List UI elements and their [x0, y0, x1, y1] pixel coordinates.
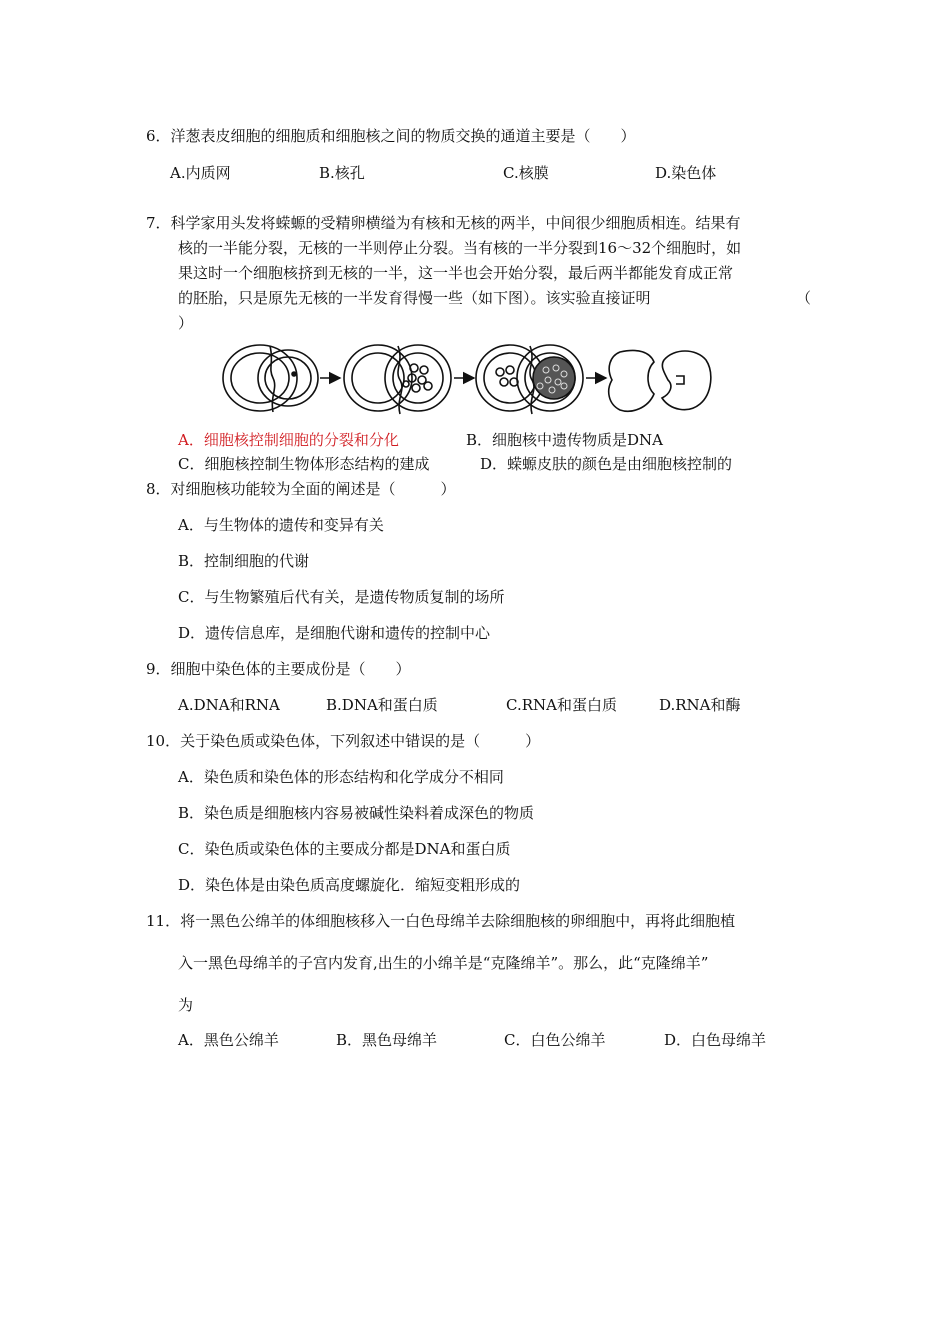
question-7-paren-close: ）: [178, 314, 194, 332]
question-9-option-b: B.DNA和蛋白质: [326, 696, 438, 714]
question-7-option-c: C．细胞核控制生物体形态结构的建成: [178, 455, 430, 473]
question-9-option-a: A.DNA和RNA: [178, 696, 280, 714]
question-7-option-d: D．蝾螈皮肤的颜色是由细胞核控制的: [480, 455, 733, 473]
question-11-option-b: B．黑色母绵羊: [336, 1031, 438, 1049]
question-10-stem: 10．关于染色质或染色体，下列叙述中错误的是（ ）: [146, 732, 541, 750]
question-7-option-a: A．细胞核控制细胞的分裂和分化: [178, 431, 399, 449]
embryo-division-figure: [218, 340, 714, 422]
question-6-option-c: C.核膜: [503, 164, 549, 182]
question-7-option-b: B．细胞核中遗传物质是DNA: [466, 431, 664, 449]
question-10-option-b: B．染色质是细胞核内容易被碱性染料着成深色的物质: [178, 804, 535, 822]
question-8-option-b: B．控制细胞的代谢: [178, 552, 310, 570]
question-9-option-c: C.RNA和蛋白质: [506, 696, 617, 714]
question-8-option-d: D．遗传信息库，是细胞代谢和遗传的控制中心: [178, 624, 491, 642]
question-11-line-3: 为: [178, 996, 194, 1014]
question-8-stem: 8．对细胞核功能较为全面的阐述是（ ）: [146, 480, 456, 498]
question-7-line-2: 核的一半能分裂，无核的一半则停止分裂。当有核的一半分裂到16～32个细胞时，如: [178, 239, 742, 257]
question-11-option-d: D．白色母绵羊: [664, 1031, 767, 1049]
question-6-option-a: A.内质网: [170, 164, 231, 182]
question-7-line-4: 的胚胎，只是原先无核的一半发育得慢一些（如下图）。该实验直接证明: [178, 289, 651, 307]
question-7-line-3: 果这时一个细胞核挤到无核的一半，这一半也会开始分裂，最后两半都能发育成正常: [178, 264, 734, 282]
question-7-paren-open: （: [796, 289, 812, 307]
question-11-option-c: C．白色公绵羊: [504, 1031, 606, 1049]
question-7-line-1: 7．科学家用头发将蝾螈的受精卵横缢为有核和无核的两半，中间很少细胞质相连。结果有: [146, 214, 741, 232]
question-10-option-c: C．染色质或染色体的主要成分都是DNA和蛋白质: [178, 840, 511, 858]
question-11-line-1: 11．将一黑色公绵羊的体细胞核移入一白色母绵羊去除细胞核的卵细胞中，再将此细胞植: [146, 912, 736, 930]
question-6-option-b: B.核孔: [319, 164, 365, 182]
question-10-option-d: D．染色体是由染色质高度螺旋化．缩短变粗形成的: [178, 876, 521, 894]
stage-4-two-embryos: [609, 350, 711, 411]
stage-3-nucleus-moved: [476, 345, 583, 414]
stage-1-zygote: [223, 345, 318, 412]
question-8-option-c: C．与生物繁殖后代有关，是遗传物质复制的场所: [178, 588, 505, 606]
stage-2-dividing: [344, 345, 451, 414]
question-8-option-a: A．与生物体的遗传和变异有关: [178, 516, 384, 534]
question-10-option-a: A．染色质和染色体的形态结构和化学成分不相同: [178, 768, 504, 786]
question-6-option-d: D.染色体: [655, 164, 717, 182]
question-6-stem: 6．洋葱表皮细胞的细胞质和细胞核之间的物质交换的通道主要是（ ）: [146, 127, 636, 145]
question-11-line-2: 入一黑色母绵羊的子宫内发育,出生的小绵羊是“克隆绵羊”。那么，此“克隆绵羊”: [178, 954, 709, 972]
question-9-stem: 9．细胞中染色体的主要成份是（ ）: [146, 660, 411, 678]
question-11-option-a: A．黑色公绵羊: [178, 1031, 279, 1049]
question-9-option-d: D.RNA和酶: [659, 696, 741, 714]
